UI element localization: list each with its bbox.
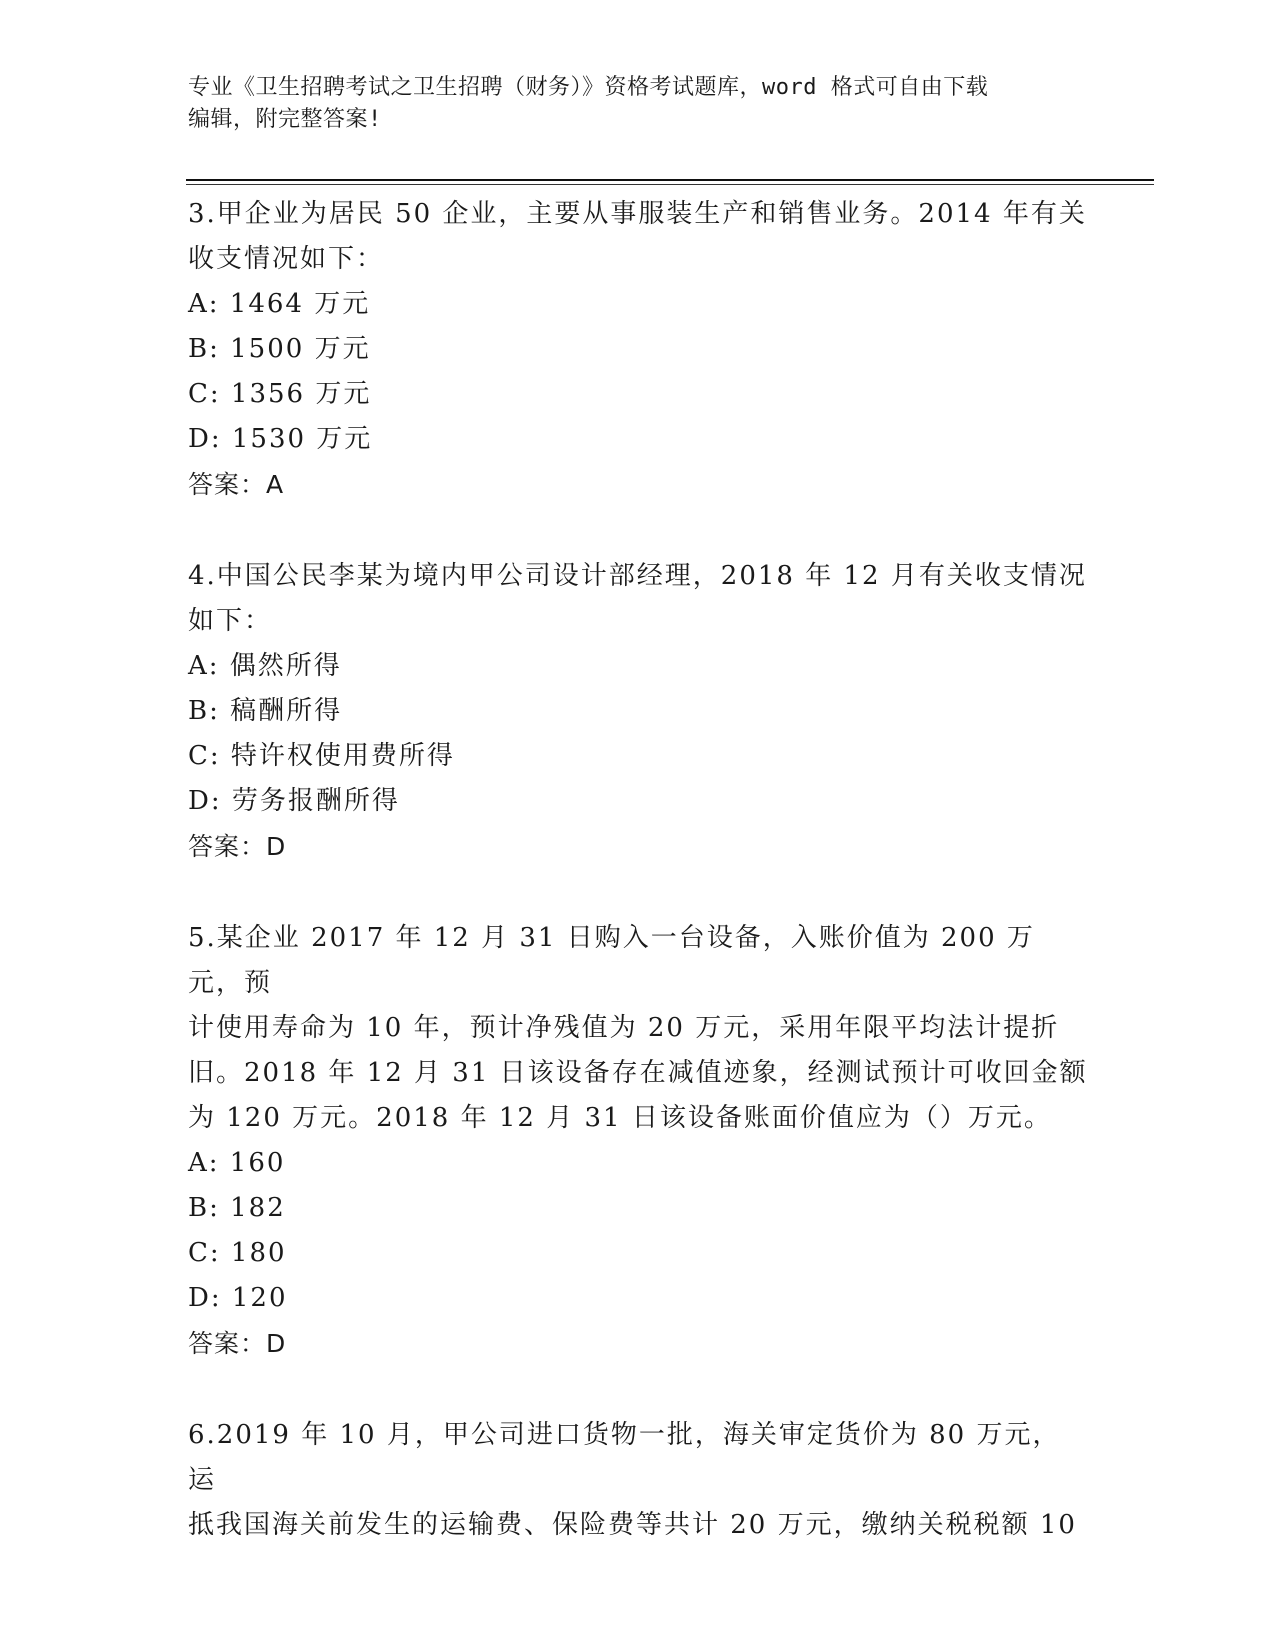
option-b: B: 稿酬所得 [188,696,343,726]
option-a: A: 160 [188,1148,286,1178]
question-spacer [188,507,1088,552]
question-spacer [188,869,1088,914]
document-header [188,72,1088,136]
question-4 [188,552,1088,869]
question-stem [188,1411,1088,1548]
question-3 [188,190,1088,507]
stem-line: 计使用寿命为 10 年，预计净残值为 20 万元，采用年限平均法计提折 [188,1013,1060,1043]
option-d: D: 120 [188,1283,288,1313]
header-divider-thin [186,184,1154,185]
question-stem [188,552,1088,644]
stem-line: 如下： [188,606,273,636]
stem-line: 收支情况如下： [188,244,385,274]
option-c: C: 180 [188,1238,287,1268]
option-b: B: 1500 万元 [188,334,371,364]
answer-line: 答案：A [188,470,285,499]
option-c: C: 特许权使用费所得 [188,741,455,771]
option-b: B: 182 [188,1193,286,1223]
question-6 [188,1411,1088,1548]
question-stem [188,914,1088,1141]
answer-line: 答案：D [188,832,287,861]
stem-line: 3.甲企业为居民 50 企业，主要从事服装生产和销售业务。2014 年有关 [188,199,1087,229]
question-5 [188,914,1088,1366]
header-line-2: 编辑，附完整答案! [188,107,382,132]
stem-line: 为 120 万元。2018 年 12 月 31 日该设备账面价值应为（）万元。 [188,1103,1052,1133]
stem-line: 5.某企业 2017 年 12 月 31 日购入一台设备，入账价值为 200 万元，预 [188,923,1035,998]
option-a: A: 1464 万元 [188,289,371,319]
question-list [188,190,1088,1548]
question-stem [188,190,1088,282]
stem-line: 旧。2018 年 12 月 31 日该设备存在减值迹象，经测试预计可收回金额 [188,1058,1088,1088]
answer-line: 答案：D [188,1329,287,1358]
question-spacer [188,1366,1088,1411]
option-a: A: 偶然所得 [188,651,342,681]
header-line-1: 专业《卫生招聘考试之卫生招聘（财务）》资格考试题库，word 格式可自由下载 [188,75,989,100]
header-divider-thick [186,179,1154,181]
option-d: D: 劳务报酬所得 [188,786,400,816]
option-c: C: 1356 万元 [188,379,372,409]
option-d: D: 1530 万元 [188,424,373,454]
stem-line: 6.2019 年 10 月，甲公司进口货物一批，海关审定货价为 80 万元，运 [188,1420,1061,1495]
stem-line: 抵我国海关前发生的运输费、保险费等共计 20 万元，缴纳关税税额 10 [188,1510,1077,1540]
stem-line: 4.中国公民李某为境内甲公司设计部经理，2018 年 12 月有关收支情况 [188,561,1087,591]
